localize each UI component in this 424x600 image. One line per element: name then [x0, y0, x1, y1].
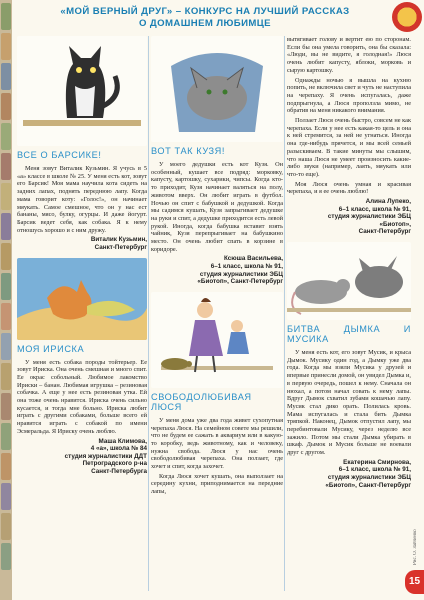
story-paragraph: Однажды ночью я вышла на кухню попить, не включила свет и чуть не наступила на черепаху. Я очень испугалась, даже подпрыгнула, а Люся проползла мимо, не обратив на меня никакого внимания. — [287, 76, 411, 115]
contest-name: «МОЙ ВЕРНЫЙ ДРУГ» — [60, 6, 173, 17]
story-paragraph: У моего дедушки есть кот Кузя. Он особенный, кушает все подряд: морковку, капусту, картошку, сухарики, чипсы. Когда кто-то приходит, Кузя начинает валяться на полу, животом вверх. Он любит играть в футбол. Ночью он спит с бабушкой и дедушкой. Когда мы садимся кушать, Кузя запрыгивает дедушке на руки и спит, а дедушке приходится есть левой рукой. Иногда, когда бабушка вставит взять чайник, Кузя перепрыгивает на бабушкино место. Он очень любит спать в корзине в коридоре. — [151, 161, 283, 253]
author-school: 6–1 класс, школа № 91, — [338, 205, 411, 213]
story-paragraph: вытягивает голову и вертит ею по сторонам. Если бы она умела говорить, она бы сказала: «Люди, вы не видите, я голодная!» Люся очень любит капусту, яблоки, морковь и сырую картошку. — [287, 36, 411, 74]
story-signature — [287, 198, 411, 236]
cat-on-chair-illustration — [151, 36, 283, 142]
story-title: ВСЕ О БАРСИКЕ! — [17, 150, 102, 160]
author-studio: студия журналистики ДДТ — [64, 452, 147, 460]
cat-illustration — [17, 36, 147, 146]
contest-subtitle-2: О ДОМАШНЕМ ЛЮБИМЦЕ — [139, 18, 271, 29]
story-title: СВОБОДОЛЮБИВАЯ ЛЮСЯ — [151, 391, 252, 412]
story-signature — [151, 255, 283, 285]
author-city: «Биотоп», Санкт-Петербург — [197, 278, 283, 286]
author-school: 6–1 класс, школа № 91, — [338, 466, 411, 474]
story-paragraph: Меня зовут Виталик Кузьмин. Я учусь в 5 «а» классе в школе № 25. У меня есть кот, зовут его Барсик! Моя мама научила кота сидеть на задних лапах, поднять переднюю лапу. Когда мама говорит коту: «Голос!», он начинает мяукать. Самое смешное, что он у нас ест бананы, мясо, булку, огурцы. И даже йогурт. Барсик ведет себя, как собака. Я к нему отношусь хорошо и с ним дружу. — [17, 165, 147, 234]
column-middle — [151, 36, 283, 592]
story-paragraph: У меня есть собака породы тойтерьер. Ее зовут Ириска. Она очень смешная и много спит. Ее окрас собольный. Любимое лакомство Ириски – банан. Любимая игрушка – резиновая собачка. А еще у нее есть резиновая утка. Ей она тоже очень нравится. Ириска очень сильно кусается, и тогда мне больно. Ириска любит играть с другими собаками, больше всего ей нравится играть с собакой по имени Эсмеральда. Я Ириску очень люблю. — [17, 358, 147, 435]
author-studio: студия журналистики ЭБЦ — [327, 474, 411, 482]
author-name: Виталик Кузьмин, — [90, 236, 147, 244]
story-paragraph: У меня дома уже два года живет сухопутная черепаха Люся. На семейном совете мы решили, что не будем ее сажать в аквариум или в какую-то коробку, ведь животному, как и человеку, нужна свобода. Люся у нас очень свободолюбивая черепаха. Она ползает, где хочет и спит, когда захочет. — [151, 416, 283, 471]
story-title: БИТВА ДЫМКА И МУСИКА — [287, 324, 411, 345]
rat-and-cat-illustration — [287, 242, 411, 320]
story-paragraph: Ползает Люся очень быстро, совсем не как черепаха. Если у нее есть какая-то цель и она к ней стремится, за ней не угнаться. Иногда она где-нибудь прячется, и мы всей семьей разыскиваем. В такие минуты мы слышим, что наша Люся не умеет произносить какие-либо звуки (например, лаять, мяукать или что-то еще). — [287, 117, 411, 178]
story-title: ВОТ ТАК КУЗЯ! — [151, 146, 225, 156]
girl-and-turtle-illustration — [151, 292, 283, 388]
author-name: Екатерина Смирнова, — [343, 458, 411, 466]
page-number: 15 — [405, 570, 424, 594]
page-header — [16, 6, 394, 32]
column-right — [287, 36, 411, 592]
magazine-emblem — [392, 2, 422, 32]
author-studio: студия журналистики ЭБЦ — [199, 270, 283, 278]
author-city: Санкт-Петербург — [358, 228, 411, 236]
story-signature — [17, 438, 147, 476]
author-studio: студия журналистики ЭБЦ — [327, 213, 411, 221]
story-paragraph: Когда Люся хочет кушать, она выползает на середину кухни, приподнимается на передние лапы, — [151, 472, 283, 496]
author-city: Санкт-Петербург — [94, 243, 147, 251]
dog-illustration — [17, 258, 147, 340]
author-school: 4 «а», школа № 84 — [90, 445, 147, 453]
story-signature — [17, 236, 147, 251]
story-title: МОЯ ИРИСКА — [17, 343, 85, 354]
author-district: Петроградского р-на — [82, 460, 147, 468]
story-signature — [287, 459, 411, 489]
author-name: Ксюша Васильева, — [224, 255, 283, 263]
author-city: «Биотоп», Санкт-Петербург — [325, 481, 411, 489]
author-studio-name: «Биотоп», — [379, 220, 411, 228]
story-paragraph: Моя Люся очень умная и красивая черепаха, и я ее очень люблю! — [287, 180, 411, 196]
author-name: Маша Климова, — [98, 437, 147, 445]
column-left — [17, 36, 147, 592]
story-paragraph: У меня есть кот, его зовут Мусик, и крыса Дымок. Мусику один год, а Дымку уже два года. Когда мы взяли Мусика у друзей и впервые принесли домой, он увидел Дымка и, в первую очередь, пошел к нему. Сначала он нюхал, а потом начал совать к нему лапы. Вдруг Дымок схватил зубами кошачью лапу. Мусик стал дико орать. Полилась кровь. Мама испугалась и стала бить Дымка тряпкой. Наконец, Дымок отпустил лапу, мы перебинтовали Мусику, через неделю все зажило. Потом мы стали Дымка убирать в шкаф. Дымок и Мусик больше не воевали друг с другом. — [287, 349, 411, 457]
column-divider — [284, 36, 285, 591]
column-divider — [148, 36, 149, 591]
author-name: Алина Лупеко, — [365, 198, 411, 206]
author-city: Санкт-Петербурга — [91, 467, 147, 475]
photo-strip — [0, 0, 12, 600]
author-school: 6–1 класс, школа № 91, — [210, 263, 283, 271]
illustration-credit: Рис. О. Зайченко — [413, 529, 418, 565]
header-dash: – — [175, 6, 182, 17]
contest-subtitle: КОНКУРС НА ЛУЧШИЙ РАССКАЗ — [184, 6, 350, 17]
